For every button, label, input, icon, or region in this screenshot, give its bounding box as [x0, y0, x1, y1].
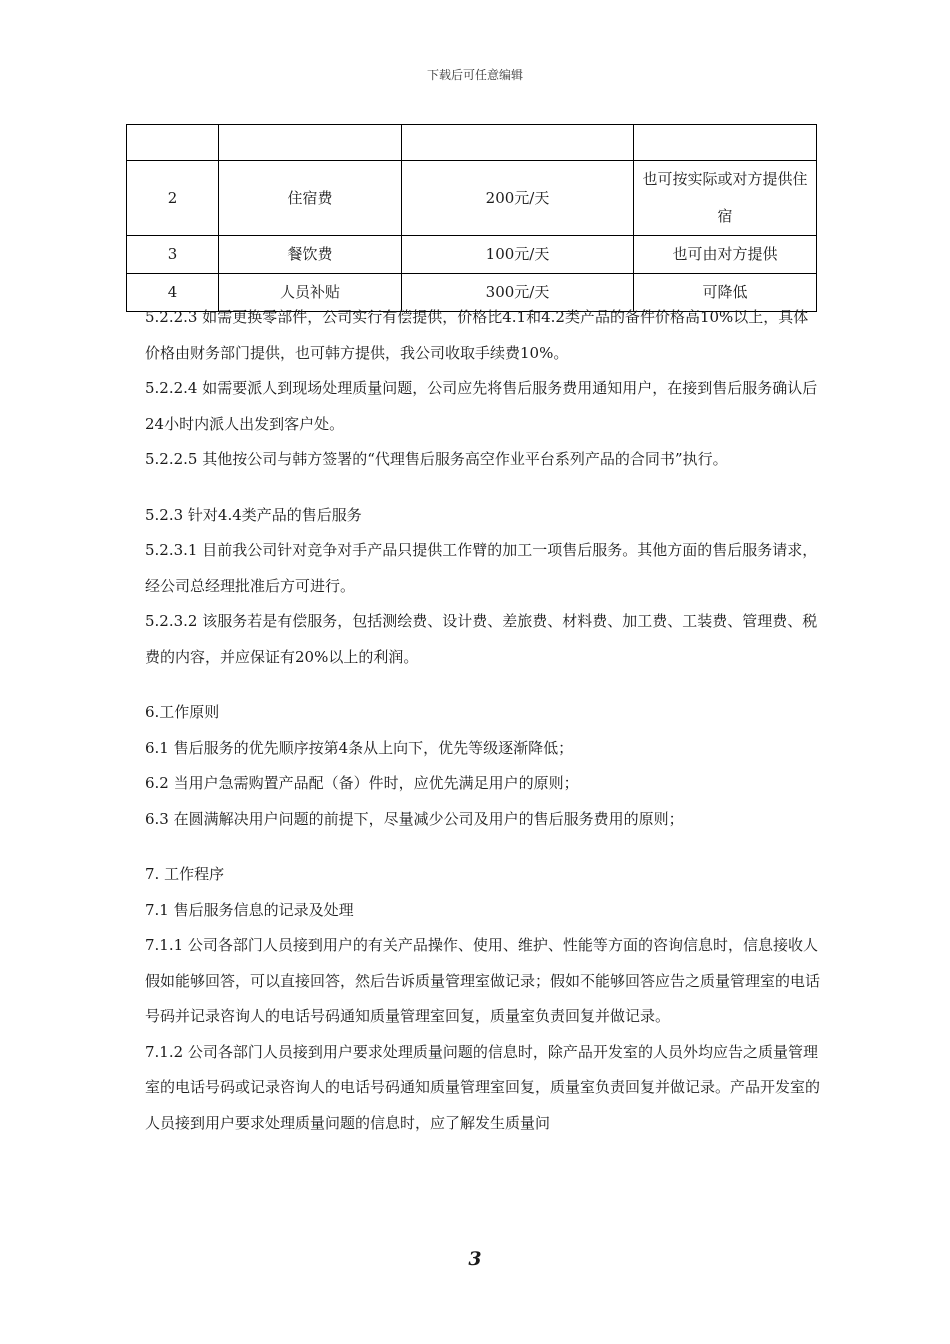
fee-item: 餐饮费	[219, 236, 402, 274]
section-heading: 7. 工作程序	[145, 865, 225, 883]
fee-amount: 100元/天	[402, 236, 634, 274]
section-heading: 5.2.3 针对4.4类产品的售后服务	[145, 505, 362, 524]
fee-amount: 200元/天	[402, 161, 634, 236]
fee-amount: 300元/天	[402, 274, 634, 312]
paragraph: 5.2.3.2 该服务若是有偿服务，包括测绘费、设计费、差旅费、材料费、加工费、工装费、管理费、税费的内容，并应保证有20%以上的利润。	[145, 612, 818, 666]
row-number: 3	[127, 236, 219, 274]
document-body	[145, 300, 820, 1141]
fee-item: 人员补贴	[219, 274, 402, 312]
paragraph: 5.2.2.4 如需要派人到现场处理质量问题，公司应先将售后服务费用通知用户，在接到售后服务确认后24小时内派人出发到客户处。	[145, 379, 818, 433]
section-heading: 6.工作原则	[145, 703, 220, 721]
paragraph-spacer	[145, 837, 820, 857]
table-row	[127, 125, 817, 161]
table-cell	[219, 125, 402, 161]
paragraph: 6.2 当用户急需购置产品配（备）件时，应优先满足用户的原则；	[145, 774, 579, 792]
paragraph: 6.1 售后服务的优先顺序按第4条从上向下，优先等级逐渐降低；	[145, 738, 574, 757]
paragraph: 5.2.2.3 如需更换零部件，公司实行有偿提供，价格比4.1和4.2类产品的备件价格高10%以上，具体价格由财务部门提供，也可韩方提供，我公司收取手续费10%。	[145, 308, 809, 362]
paragraph: 7.1.2 公司各部门人员接到用户要求处理质量问题的信息时，除产品开发室的人员外均应告之质量管理室的电话号码或记录咨询人的电话号码通知质量管理室回复，质量室负责回复并做记录。产品开发室的人员接到用户要求处理质量问题的信息时，应了解发生质量问	[145, 1042, 821, 1132]
fee-item: 住宿费	[219, 161, 402, 236]
fee-remark: 也可由对方提供	[634, 236, 817, 274]
paragraph: 7.1.1 公司各部门人员接到用户的有关产品操作、使用、维护、性能等方面的咨询信息时，信息接收人假如能够回答，可以直接回答，然后告诉质量管理室做记录；假如不能够回答应告之质量管理室的电话号码并记录咨询人的电话号码通知质量管理室回复，质量室负责回复并做记录。	[145, 936, 821, 1025]
fee-remark: 可降低	[634, 274, 817, 312]
table-row	[127, 236, 817, 274]
fee-table	[126, 124, 817, 312]
table-cell	[127, 125, 219, 161]
page-number: 3	[468, 1248, 482, 1270]
subsection-heading: 7.1 售后服务信息的记录及处理	[145, 900, 354, 919]
paragraph: 5.2.2.5 其他按公司与韩方签署的“代理售后服务高空作业平台系列产品的合同书”执行。	[145, 450, 728, 468]
fee-remark: 也可按实际或对方提供住宿	[634, 161, 817, 236]
paragraph: 5.2.3.1 目前我公司针对竞争对手产品只提供工作臂的加工一项售后服务。其他方面的售后服务请求，经公司总经理批准后方可进行。	[145, 541, 818, 595]
paragraph-spacer	[145, 675, 820, 695]
table-cell	[402, 125, 634, 161]
table-row	[127, 161, 817, 236]
table-cell	[634, 125, 817, 161]
paragraph-spacer	[145, 478, 820, 498]
page-header: 下载后可任意编辑	[426, 68, 523, 82]
paragraph: 6.3 在圆满解决用户问题的前提下，尽量减少公司及用户的售后服务费用的原则；	[145, 809, 684, 828]
row-number: 4	[127, 274, 219, 312]
row-number: 2	[127, 161, 219, 236]
